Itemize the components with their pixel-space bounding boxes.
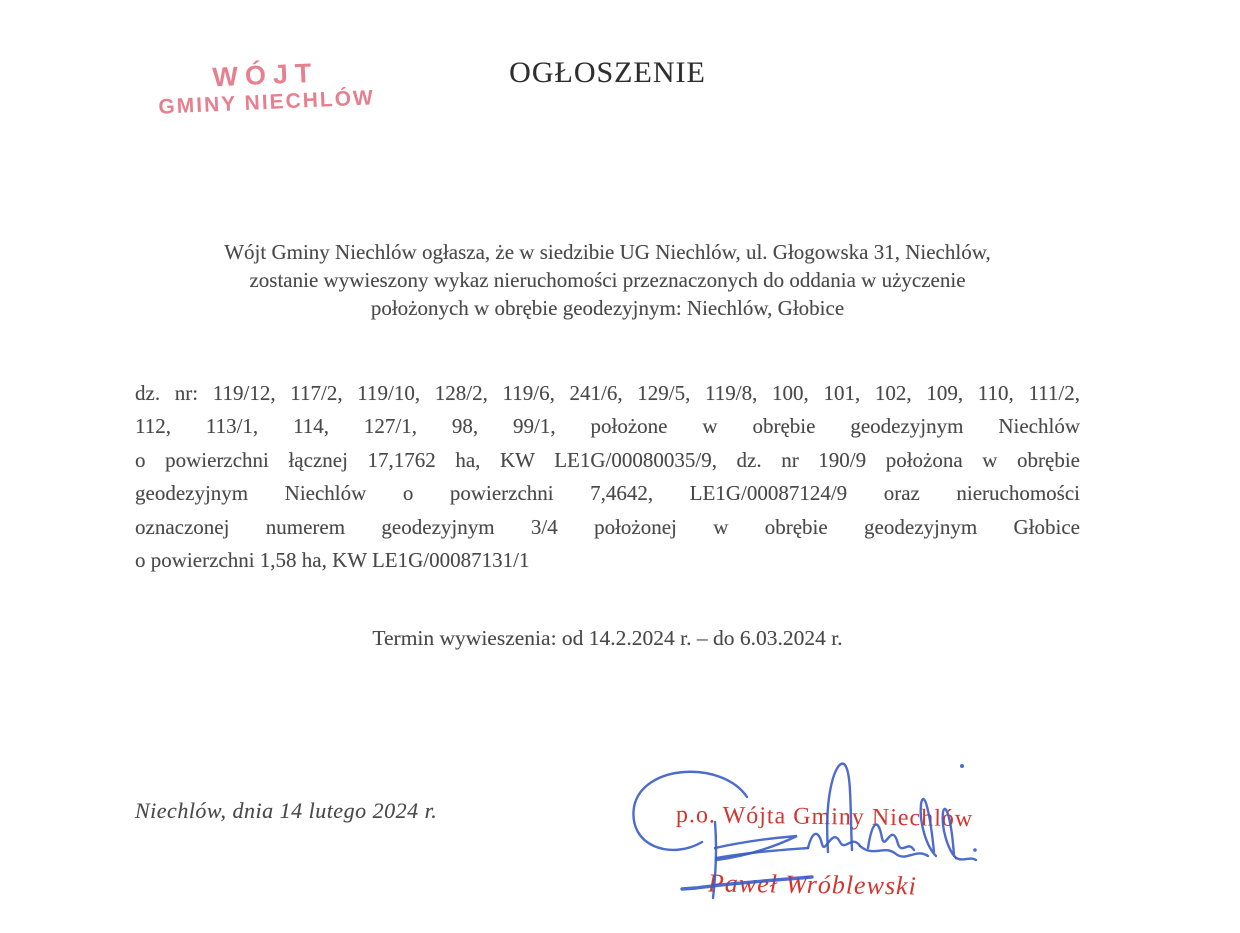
parcels-line: oznaczonej numerem geodezyjnym 3/4 położonej w obrębie geodezyjnym Głobice [135, 514, 1080, 539]
intro-line: położonych w obrębie geodezyjnym: Niechlów, Głobice [370, 296, 845, 320]
parcels-paragraph [135, 377, 1080, 577]
signer-name-stamp: Paweł Wróblewski [707, 868, 918, 901]
stamp-line-2: GMINY NIECHLÓW [157, 86, 376, 119]
parcels-line: geodezyjnym Niechlów o powierzchni 7,4642, LE1G/00087124/9 oraz nieruchomości [135, 481, 1080, 506]
parcels-line: o powierzchni 1,58 ha, KW LE1G/00087131/1 [135, 548, 530, 573]
handwritten-signature-scribble [612, 752, 984, 912]
intro-line: zostanie wywieszony wykaz nieruchomości przeznaczonych do oddania w użyczenie [249, 268, 966, 292]
parcels-line: 112, 113/1, 114, 127/1, 98, 99/1, położone w obrębie geodezyjnym Niechlów [135, 414, 1080, 439]
place-and-date: Niechlów, dnia 14 lutego 2024 r. [135, 798, 438, 823]
intro-line: Wójt Gminy Niechlów ogłasza, że w siedzibie UG Niechlów, ul. Głogowska 31, Niechlów, [224, 240, 991, 264]
intro-paragraph [120, 238, 1095, 322]
posting-period: Termin wywieszenia: od 14.2.2024 r. – do 6.03.2024 r. [372, 626, 843, 650]
parcels-line: dz. nr: 119/12, 117/2, 119/10, 128/2, 119/6, 241/6, 129/5, 119/8, 100, 101, 102, 109, 110, 111/2, [135, 381, 1080, 405]
signature-role-stamp: p.o. Wójta Gminy Niechlów [675, 801, 974, 833]
document-title: OGŁOSZENIE [509, 56, 706, 89]
parcels-line: o powierzchni łącznej 17,1762 ha, KW LE1G/00080035/9, dz. nr 190/9 położona w obrębie [135, 447, 1080, 472]
stamp-line-1: WÓJT [211, 57, 320, 93]
